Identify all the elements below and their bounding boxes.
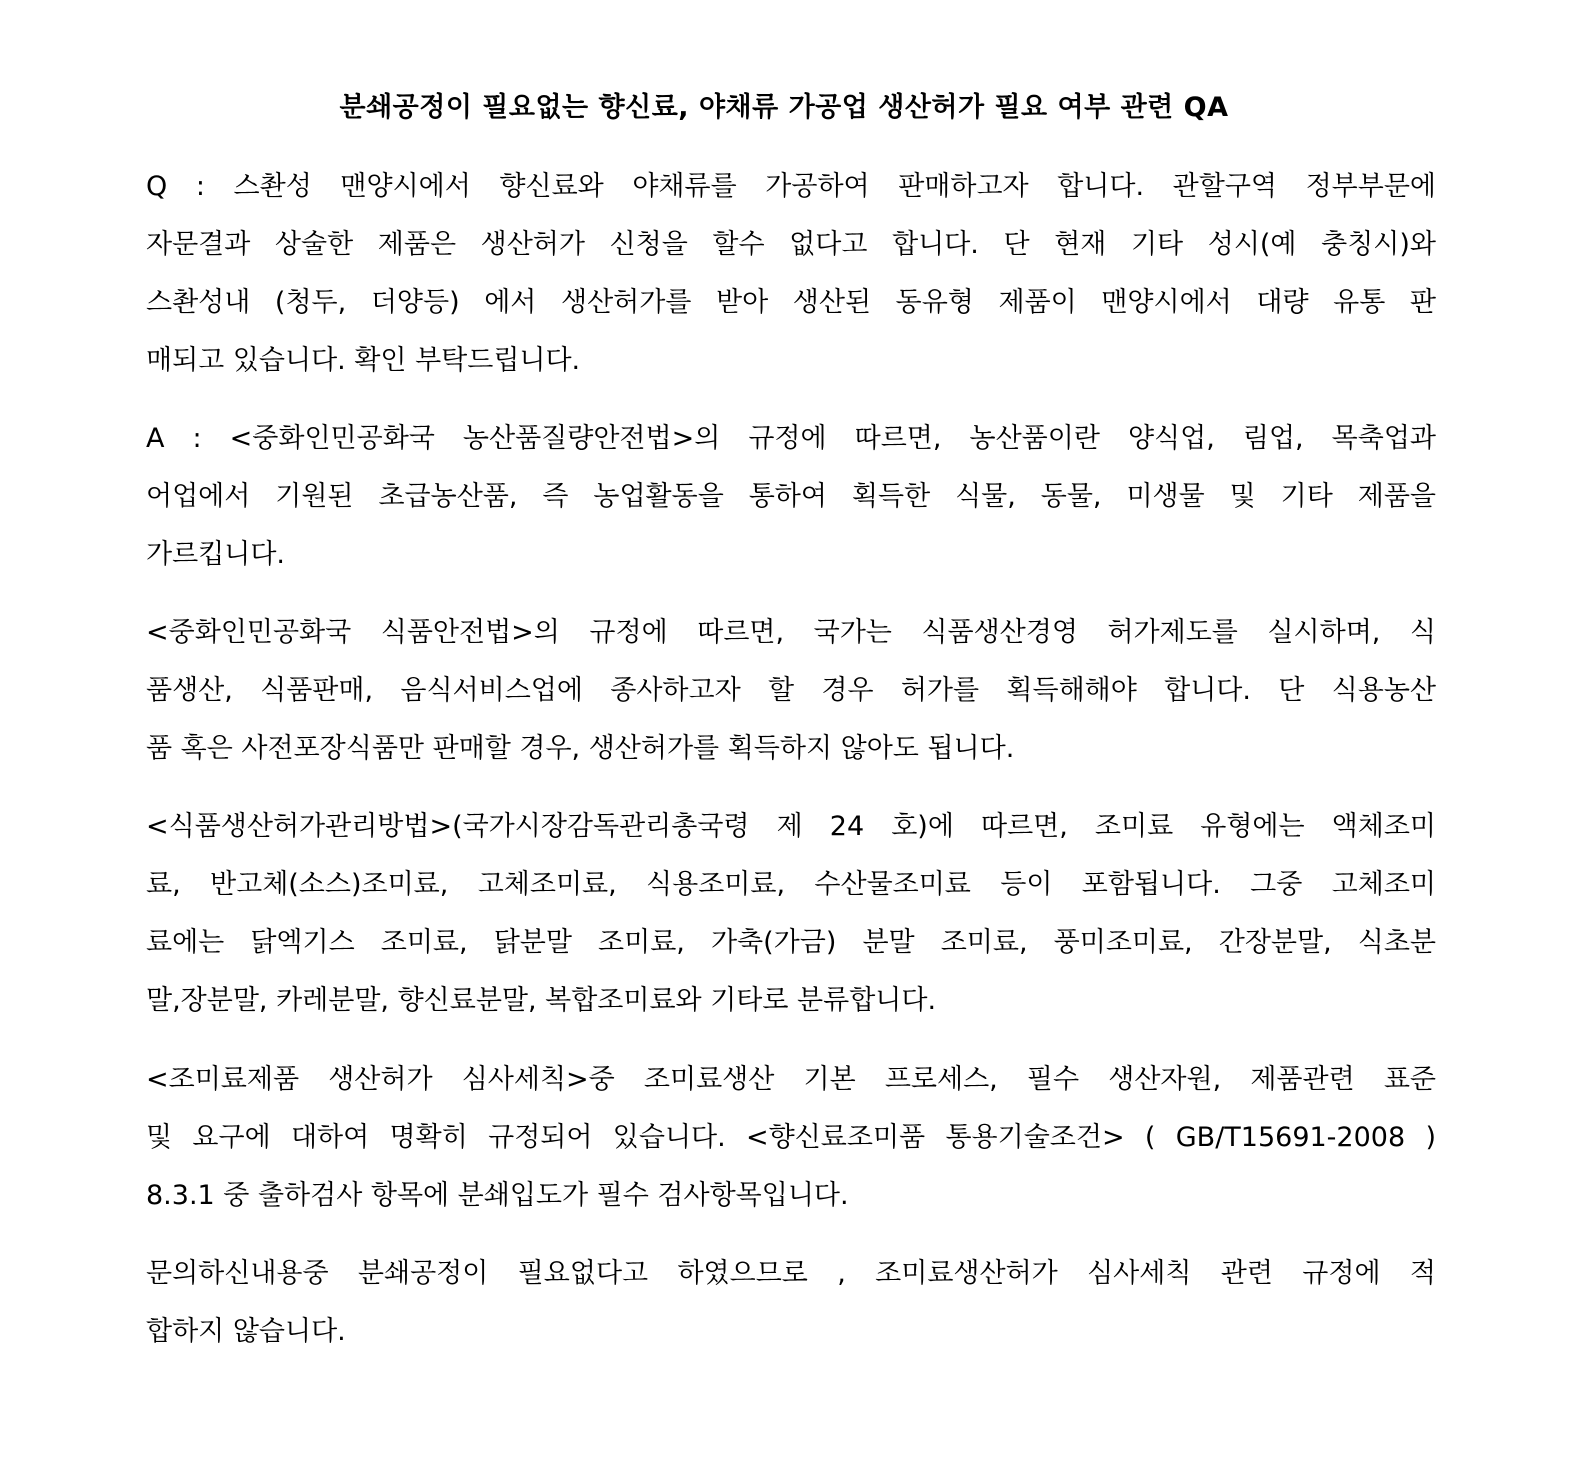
paragraph-line: 합하지 않습니다.: [146, 1316, 346, 1347]
paragraph-line: 품생산, 식품판매, 음식서비스업에 종사하고자 할 경우 허가를 획득해해야 합니다. 단 식용농산: [146, 675, 1436, 706]
paragraph-line: 말,장분말, 카레분말, 향신료분말, 복합조미료와 기타로 분류합니다.: [146, 985, 937, 1016]
paragraph-line: <중화인민공화국 식품안전법>의 규정에 따르면, 국가는 식품생산경영 허가제도를 실시하며, 식: [146, 617, 1436, 648]
conclusion-paragraph: [146, 1245, 1436, 1361]
license-management-paragraph: [146, 798, 1436, 1030]
paragraph-line: 어업에서 기원된 초급농산품, 즉 농업활동을 통하여 획득한 식물, 동물, 미생물 및 기타 제품을: [146, 481, 1436, 512]
paragraph-line: 및 요구에 대하여 명확히 규정되어 있습니다. <향신료조미품 통용기술조건> ( GB/T15691-2008 ): [146, 1122, 1436, 1153]
paragraph-line: 문의하신내용중 분쇄공정이 필요없다고 하였으므로 , 조미료생산허가 심사세칙 관련 규정에 적: [146, 1258, 1436, 1289]
document-title: 분쇄공정이 필요없는 향신료, 야채류 가공업 생산허가 필요 여부 관련 QA: [339, 92, 1229, 123]
paragraph-line: <식품생산허가관리방법>(국가시장감독관리총국령 제 24 호)에 따르면, 조미료 유형에는 액체조미: [146, 811, 1436, 842]
paragraph-line: <조미료제품 생산허가 심사세칙>중 조미료생산 기본 프로세스, 필수 생산자원, 제품관련 표준: [146, 1064, 1436, 1095]
paragraph-line: 스촨성내 (청두, 더양등) 에서 생산허가를 받아 생산된 동유형 제품이 맨양시에서 대량 유통 판: [146, 287, 1436, 318]
paragraph-line: 료에는 닭엑기스 조미료, 닭분말 조미료, 가축(가금) 분말 조미료, 풍미조미료, 간장분말, 식초분: [146, 927, 1436, 958]
paragraph-line: 가르킵니다.: [146, 539, 285, 570]
paragraph-line: Q : 스촨성 맨양시에서 향신료와 야채류를 가공하여 판매하고자 합니다. 관할구역 정부부문에: [146, 171, 1436, 202]
paragraph-line: A : <중화인민공화국 농산품질량안전법>의 규정에 따르면, 농산품이란 양식업, 림업, 목축업과: [146, 423, 1436, 454]
answer-paragraph: [146, 410, 1436, 584]
food-safety-law-paragraph: [146, 604, 1436, 778]
paragraph-line: 8.3.1 중 출하검사 항목에 분쇄입도가 필수 검사항목입니다.: [146, 1180, 849, 1211]
paragraph-line: 료, 반고체(소스)조미료, 고체조미료, 식용조미료, 수산물조미료 등이 포함됩니다. 그중 고체조미: [146, 869, 1436, 900]
paragraph-line: 자문결과 상술한 제품은 생산허가 신청을 할수 없다고 합니다. 단 현재 기타 성시(예 충칭시)와: [146, 229, 1436, 260]
paragraph-line: 품 혹은 사전포장식품만 판매할 경우, 생산허가를 획득하지 않아도 됩니다.: [146, 733, 1015, 764]
review-rules-paragraph: [146, 1051, 1436, 1225]
question-paragraph: [146, 158, 1436, 390]
paragraph-line: 매되고 있습니다. 확인 부탁드립니다.: [146, 345, 581, 376]
